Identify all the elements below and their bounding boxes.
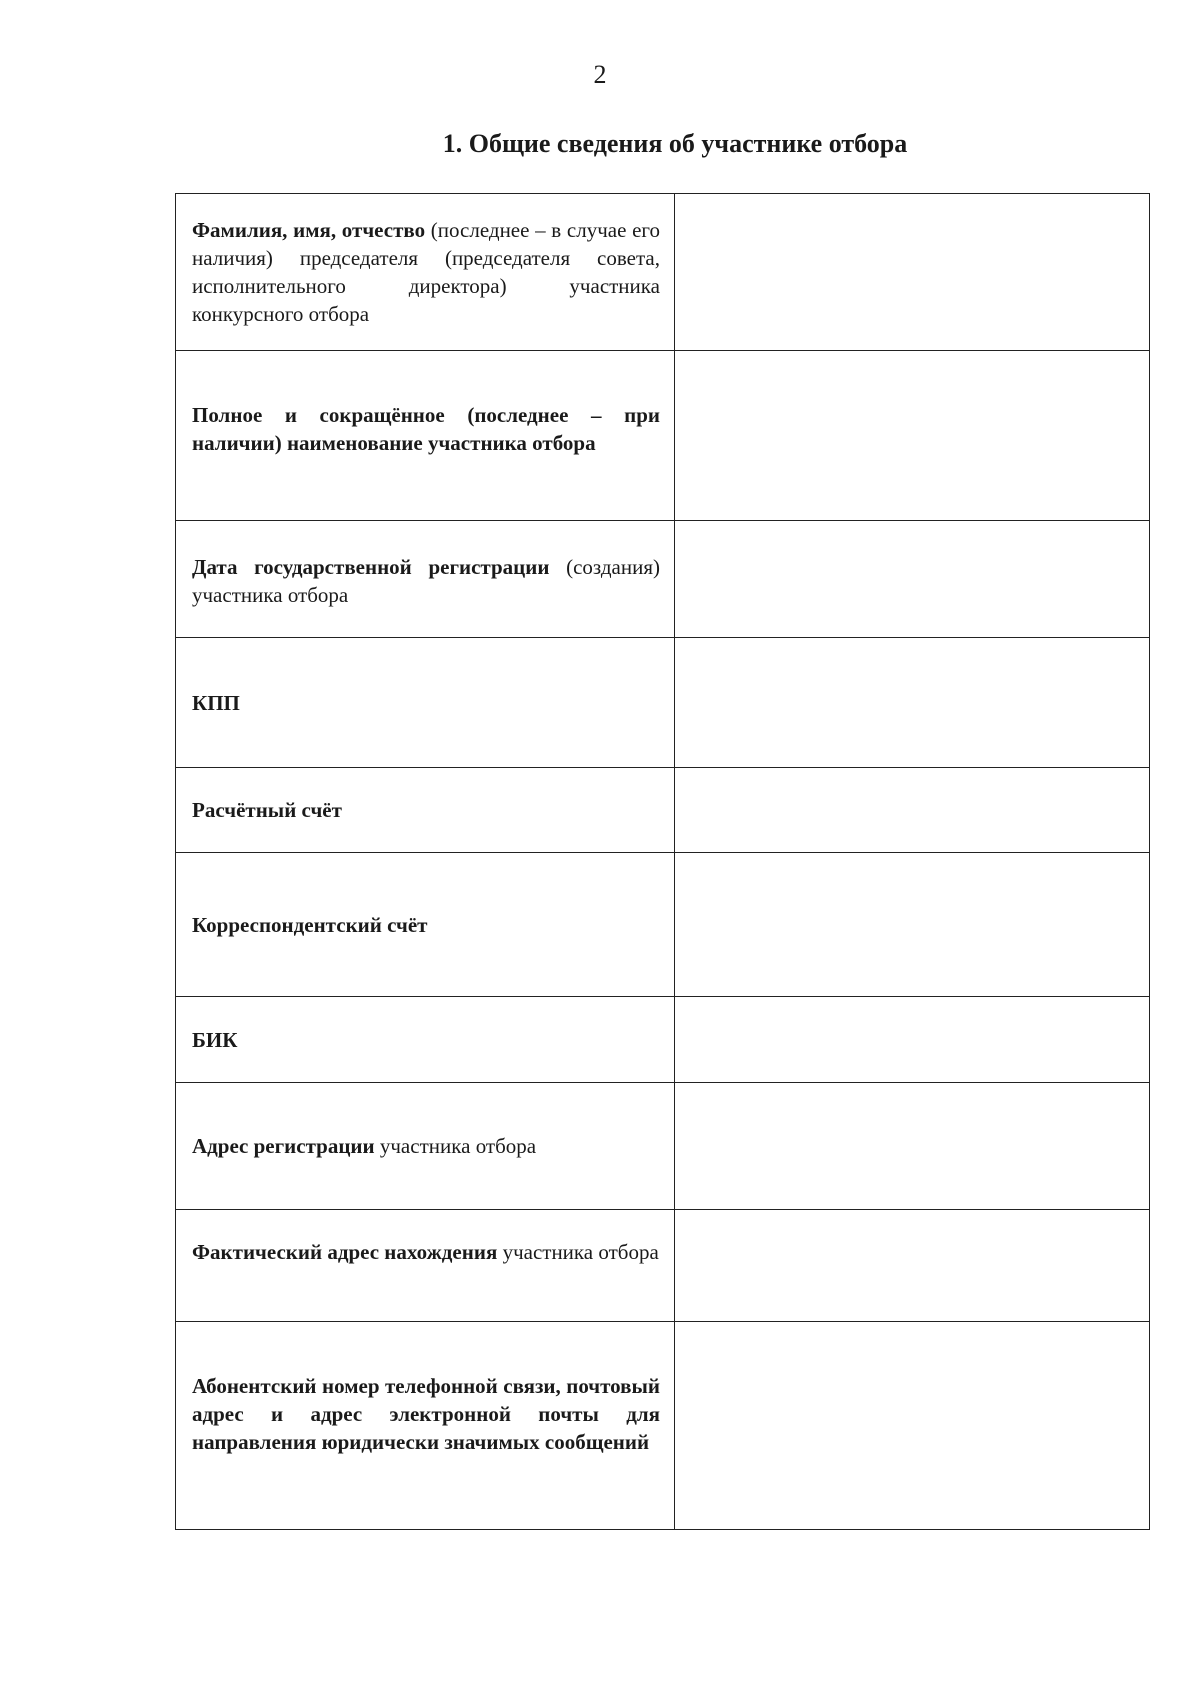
- row-label-correspondent-account: [176, 853, 675, 997]
- row-label-bold: Адрес регистрации: [192, 1134, 375, 1158]
- table-row: [176, 1322, 1150, 1530]
- table-row: [176, 638, 1150, 768]
- row-label-bik: [176, 997, 675, 1083]
- participant-info-table: [175, 193, 1150, 1530]
- row-label-normal: (последнее – в случае его наличия) председателя (председателя совета, исполнительного директора) участника конкурсного отбора: [192, 218, 660, 326]
- row-label-contacts: [176, 1322, 675, 1530]
- row-label-bold: Абонентский номер телефонной связи, почтовый адрес и адрес электронной почты для направления юридически значимых сообщений: [192, 1374, 660, 1454]
- value-cell-kpp[interactable]: [675, 638, 1150, 768]
- table-row: [176, 1083, 1150, 1210]
- row-label-bold: Корреспондентский счёт: [192, 912, 428, 937]
- row-label-normal: участника отбора: [374, 1134, 537, 1158]
- table-row: [176, 768, 1150, 853]
- value-cell-org-name[interactable]: [675, 351, 1150, 521]
- row-label-bold: БИК: [192, 1027, 238, 1052]
- value-cell-contacts[interactable]: [675, 1322, 1150, 1530]
- table-row: [176, 997, 1150, 1083]
- value-cell-bik[interactable]: [675, 997, 1150, 1083]
- table-row: [176, 853, 1150, 997]
- row-label-org-name: [176, 351, 675, 521]
- table-row: [176, 521, 1150, 638]
- page-number: 2: [593, 60, 607, 89]
- row-label-bold: Расчётный счёт: [192, 798, 342, 822]
- row-label-actual-address: [176, 1210, 675, 1322]
- table-row: [176, 1210, 1150, 1322]
- value-cell-full-name[interactable]: [675, 194, 1150, 351]
- value-cell-registration-date[interactable]: [675, 521, 1150, 638]
- row-label-kpp: [176, 638, 675, 768]
- row-label-bold: Полное и сокращённое (последнее – при наличии) наименование участника отбора: [192, 403, 660, 455]
- value-cell-actual-address[interactable]: [675, 1210, 1150, 1322]
- value-cell-settlement-account[interactable]: [675, 768, 1150, 853]
- row-label-settlement-account: [176, 768, 675, 853]
- row-label-bold: Дата государственной регистрации: [192, 555, 550, 579]
- row-label-registration-date: [176, 521, 675, 638]
- table-row: [176, 194, 1150, 351]
- row-label-normal: (создания) участника отбора: [192, 555, 660, 607]
- section-title: 1. Общие сведения об участнике отбора: [442, 129, 908, 158]
- row-label-bold: КПП: [192, 690, 240, 715]
- row-label-full-name: [176, 194, 675, 351]
- table-row: [176, 351, 1150, 521]
- value-cell-registration-address[interactable]: [675, 1083, 1150, 1210]
- row-label-bold: Фактический адрес нахождения: [192, 1240, 498, 1264]
- row-label-registration-address: [176, 1083, 675, 1210]
- row-label-normal: участника отбора: [497, 1240, 659, 1264]
- row-label-bold: Фамилия, имя, отчество: [192, 218, 426, 242]
- value-cell-correspondent-account[interactable]: [675, 853, 1150, 997]
